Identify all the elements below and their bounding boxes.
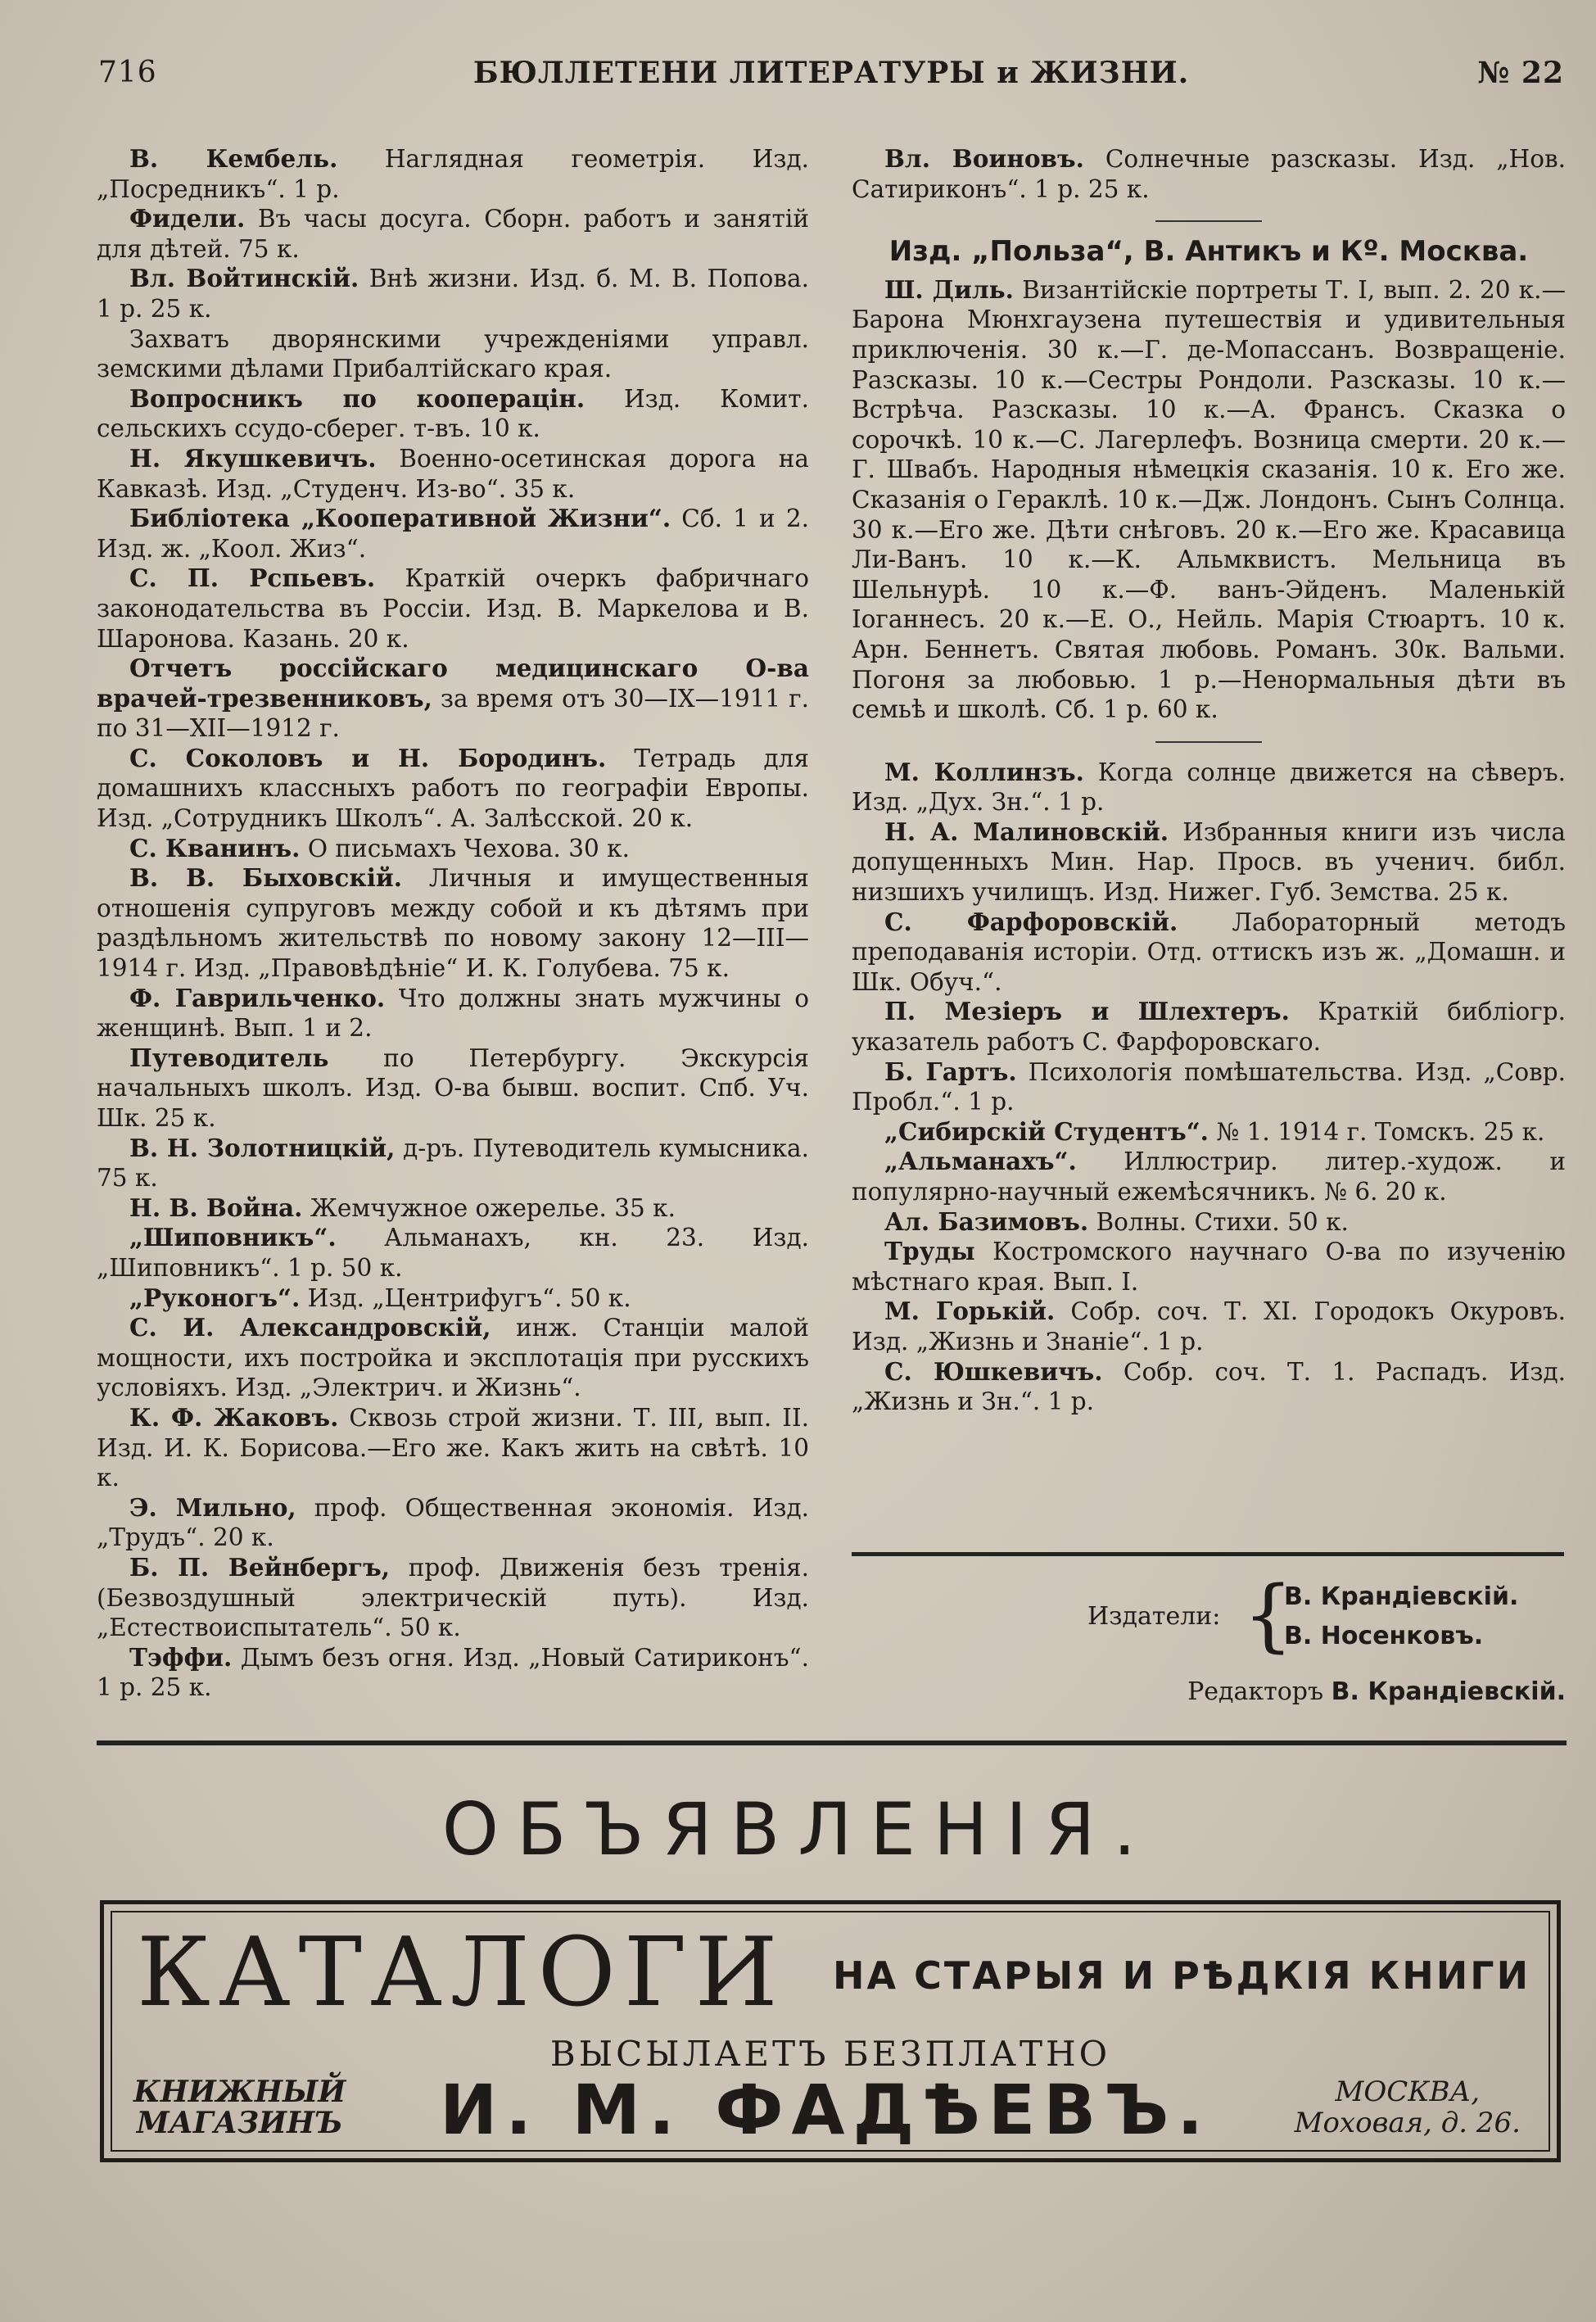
left-column	[97, 144, 809, 1703]
bibliography-entry	[852, 758, 1566, 817]
ads-title: ОБЪЯВЛЕНІЯ.	[441, 1787, 1155, 1872]
entry-text: за время отъ 30—IX—1911 г. по 31—XII—1912 г.	[97, 684, 809, 743]
bibliography-entry	[97, 1403, 809, 1493]
entry-author: Вл. Воиновъ.	[884, 144, 1084, 173]
entry-author: П. Мезіеръ и Шлехтеръ.	[884, 997, 1290, 1026]
bibliography-entry	[97, 504, 809, 564]
entry-text: Византійскіе портреты Т. I, вып. 2. 20 к.—Барона Мюнхгаузена путешествія и удивительныя приключенія. 30 к.—Г. де-Мопассанъ. Возвращеніе. Разсказы. 10 к.—Сестры Рондоли. Разсказы. 10 к.—Встрѣча. Разсказы. 10 к.—А. Франсъ. Сказка о сорочкѣ. 10 к.—С. Лагерлефъ. Возница смерти. 20 к.—Г. Швабъ. Народныя нѣмецкія сказанія. 10 к. Его же. Сказанія о Гераклѣ. 10 к.—Дж. Лондонъ. Сынъ Солнца. 30 к.—Его же. Дѣти снѣговъ. 20 к.—Его же. Красавица Ли-Ванъ. 10 к.—К. Альмквистъ. Мельница въ Шельнурѣ. 10 к.—Ф. ванъ-Эйденъ. Маленькій Іоганнесъ. 20 к.—Е. О., Нейль. Марія Стюартъ. 10 к. Арн. Беннетъ. Святая любовь. Романъ. 30к. Вальми. Погоня за любовью. 1 р.—Ненормальныя дѣти въ семьѣ и школѣ. Сб. 1 р. 60 к.	[852, 275, 1566, 724]
bibliography-entry	[852, 817, 1566, 908]
entry-text: О письмахъ Чехова. 30 к.	[307, 834, 630, 862]
entry-text: Волны. Стихи. 50 к.	[1096, 1207, 1349, 1236]
entry-text: Иллюстрир. литер.-худож. и популярно-научный ежемѣсячникъ. № 6. 20 к.	[852, 1147, 1566, 1206]
entry-author: Б. П. Вейнбергъ,	[129, 1552, 391, 1582]
entry-author: В. В. Быховскій.	[129, 863, 403, 893]
bibliography-entry	[97, 1193, 809, 1224]
entry-text: Изд. Комит. сельскихъ ссудо-сберег. т-въ. 10 к.	[97, 384, 809, 443]
entry-text: № 1. 1914 г. Томскъ. 25 к.	[1216, 1117, 1545, 1146]
ad-shop-label-line: МАГАЗИНЪ	[136, 2106, 343, 2140]
entry-text: Сб. 1 и 2. Изд. ж. „Коол. Жиз“.	[97, 505, 809, 563]
entry-text: Внѣ жизни. Изд. б. М. В. Попова. 1 р. 25 к.	[97, 265, 809, 323]
entry-author: С. Фарфоровскій.	[884, 907, 1178, 936]
bibliography-entry	[852, 1237, 1566, 1297]
bibliography-entry	[852, 275, 1566, 725]
entry-text: Когда солнце движется на сѣверъ. Изд. „Дух. Зн.“. 1 р.	[852, 758, 1566, 817]
bibliography-entry	[97, 564, 809, 654]
entry-author: Путеводитель	[129, 1043, 329, 1072]
publisher-name: В. Носенковъ.	[1284, 1622, 1484, 1650]
ad-shop-label	[133, 2076, 346, 2139]
entry-author: Н. Якушкевичъ.	[129, 443, 377, 473]
entry-author: „Альманахъ“.	[884, 1147, 1077, 1176]
bibliography-entry	[97, 863, 809, 983]
bibliography-entry	[852, 1117, 1566, 1147]
editors-block	[852, 1569, 1566, 1713]
bibliography-entry	[97, 1223, 809, 1283]
entry-text: Костромского научнаго О-ва по изученію мѣстнаго края. Вып. I.	[852, 1238, 1566, 1296]
entry-author: С. И. Александровскій,	[129, 1313, 491, 1342]
bibliography-entry	[97, 1283, 809, 1314]
bibliography-entry	[97, 204, 809, 264]
entry-author: В. Н. Золотницкій,	[129, 1133, 396, 1162]
bibliography-entry	[97, 1553, 809, 1643]
separator	[1155, 741, 1262, 743]
ad-shop-name: И. М. ФАДѢЕВЪ.	[440, 2070, 1212, 2150]
entry-text: Дымъ безъ огня. Изд. „Новый Сатириконъ“. 1 р. 25 к.	[97, 1643, 809, 1702]
entry-author: Отчетъ россійскаго медицинскаго О-ва врачей-трезвенниковъ,	[97, 654, 809, 713]
entry-text: Захватъ дворянскими учрежденіями управл. земскими дѣлами Прибалтійскаго края.	[97, 324, 809, 383]
bibliography-entry	[852, 1357, 1566, 1417]
bibliography-entry	[97, 144, 809, 204]
entry-text: д-ръ. Путеводитель кумысника. 75 к.	[97, 1134, 809, 1193]
issue-number: № 22	[1477, 56, 1564, 90]
entry-text: Психологія помѣшательства. Изд. „Совр. Пробл.“. 1 р.	[852, 1057, 1566, 1116]
entry-text: Собр. соч. Т. 1. Распадъ. Изд. „Жизнь и Зн.“. 1 р.	[852, 1357, 1566, 1416]
entry-author: В. Кембель.	[129, 144, 338, 173]
entry-author: М. Горькій.	[884, 1297, 1056, 1326]
entry-text: Альманахъ, кн. 23. Изд. „Шиповникъ“. 1 р. 50 к.	[97, 1224, 809, 1282]
bibliography-entry	[97, 444, 809, 504]
section-rule	[97, 1740, 1567, 1745]
entry-author: М. Коллинзъ.	[884, 757, 1084, 786]
bibliography-entry	[852, 1297, 1566, 1356]
bibliography-entry	[97, 744, 809, 834]
entry-text: Сквозь строй жизни. Т. III, вып. II. Изд. И. К. Борисова.—Его же. Какъ жить на свѣтѣ. 10 к.	[97, 1403, 809, 1492]
entry-author: Н. В. Война.	[129, 1193, 303, 1222]
ad-address	[1295, 2076, 1521, 2139]
editor-name: В. Крандіевскій.	[1331, 1677, 1566, 1706]
entry-text: проф. Движенія безъ тренія. (Безвоздушный электрическій путь). Изд. „Естествоиспытатель“. 50 к.	[97, 1553, 809, 1642]
right-column	[852, 144, 1566, 1417]
advertisement	[100, 1900, 1561, 2162]
bibliography-entry	[852, 997, 1566, 1057]
bibliography-entry	[97, 384, 809, 444]
bibliography-entry	[97, 654, 809, 744]
entry-author: С. П. Рспьевъ.	[129, 564, 376, 593]
entry-author: Тэффи.	[129, 1642, 233, 1672]
entry-text: инж. Станціи малой мощности, ихъ постройка и эксплотація при русскихъ условіяхъ. Изд. „Электрич. и Жизнь“.	[97, 1314, 809, 1402]
ad-city: МОСКВА,	[1335, 2075, 1481, 2108]
entry-text: Тетрадь для домашнихъ классныхъ работъ по географіи Европы. Изд. „Сотрудникъ Школъ“. А. Залѣсской. 20 к.	[97, 744, 809, 833]
entry-text: Избранныя книги изъ числа допущенныхъ Мин. Нар. Просв. въ ученич. библ. низшихъ училищъ. Изд. Нижег. Губ. Земства. 25 к.	[852, 817, 1566, 907]
entry-author: „Руконогъ“.	[129, 1283, 301, 1312]
publisher-heading: Изд. „Польза“, В. Антикъ и Кº. Москва.	[888, 235, 1529, 269]
entry-text: Военно-осетинская дорога на Кавказѣ. Изд. „Студенч. Из-во“. 35 к.	[97, 444, 809, 503]
page-header	[98, 56, 1564, 105]
ad-headline: КАТАЛОГИ	[137, 1917, 786, 2028]
bibliography-entry	[97, 984, 809, 1043]
bibliography-entry	[97, 1134, 809, 1193]
entry-author: Вл. Войтинскій.	[129, 264, 359, 293]
publishers-label: Издатели:	[1087, 1602, 1221, 1631]
bibliography-entry	[97, 1043, 809, 1134]
entry-text: Солнечные разсказы. Изд. „Нов. Сатириконъ“. 1 р. 25 к.	[852, 145, 1566, 203]
entry-author: Э. Мильно,	[129, 1492, 296, 1522]
entry-text: Что должны знать мужчины о женщинѣ. Вып. 1 и 2.	[97, 984, 809, 1043]
editor-label: Редакторъ	[1187, 1677, 1324, 1706]
brace-glyph: {	[1243, 1569, 1294, 1661]
bibliography-entry	[97, 324, 809, 384]
column-end-rule	[852, 1552, 1564, 1556]
entry-text: Наглядная геометрія. Изд. „Посредникъ“. 1 р.	[97, 145, 809, 203]
entry-text: Краткій библіогр. указатель работъ С. Фарфоровскаго.	[852, 998, 1566, 1057]
entry-author: С. Соколовъ и Н. Бородинъ.	[129, 743, 607, 772]
ad-subheadline: НА СТАРЫЯ И РѢДКІЯ КНИГИ	[833, 1953, 1531, 1998]
entry-text: Собр. соч. Т. XI. Городокъ Окуровъ. Изд. „Жизнь и Знаніе“. 1 р.	[852, 1297, 1566, 1356]
entry-text: Жемчужное ожерелье. 35 к.	[310, 1193, 676, 1222]
entry-author: С. Юшкевичъ.	[884, 1356, 1103, 1386]
editor-line	[1187, 1677, 1566, 1706]
entry-author: Ал. Базимовъ.	[884, 1206, 1089, 1236]
bibliography-entry	[852, 144, 1566, 204]
entry-author: Ш. Диль.	[884, 274, 1014, 304]
ad-shop-label-line: КНИЖНЫЙ	[133, 2075, 346, 2109]
entry-author: Фидели.	[129, 204, 246, 233]
entry-text: Лабораторный методъ преподаванія исторіи. Отд. оттискъ изъ ж. „Домашн. и Шк. Обуч.“.	[852, 908, 1566, 996]
bibliography-entry	[852, 1147, 1566, 1206]
entry-author: Н. А. Малиновскій.	[884, 817, 1169, 846]
bibliography-entry	[852, 1207, 1566, 1238]
entry-author: Б. Гартъ.	[884, 1057, 1017, 1086]
entry-text: Личныя и имущественныя отношенія супруговъ между собой и къ дѣтямъ при раздѣльномъ жительствѣ по новому закону 12—III—1914 г. Изд. „Правовѣдѣніе“ И. К. Голубева. 75 к.	[97, 864, 809, 983]
bibliography-entry	[852, 1057, 1566, 1117]
bibliography-entry	[97, 1313, 809, 1403]
separator	[1155, 220, 1262, 222]
ad-street: Моховая, д. 26.	[1294, 2107, 1521, 2139]
journal-title: БЮЛЛЕТЕНИ ЛИТЕРАТУРЫ и ЖИЗНИ.	[472, 56, 1190, 90]
ad-free-shipping: ВЫСЫЛАЕТЪ БЕЗПЛАТНО	[549, 2034, 1111, 2074]
entry-text: проф. Общественная экономія. Изд. „Трудъ“. 20 к.	[97, 1493, 809, 1552]
bibliography-entry	[97, 834, 809, 864]
bibliography-entry	[97, 264, 809, 324]
entry-author: Вопросникъ по кооперацін.	[129, 383, 586, 413]
entry-author: „Шиповникъ“.	[129, 1223, 337, 1252]
entry-author: К. Ф. Жаковъ.	[129, 1402, 339, 1432]
entry-author: С. Кванинъ.	[129, 833, 301, 862]
entry-author: „Сибирскій Студентъ“.	[884, 1116, 1209, 1146]
entry-text: по Петербургу. Экскурсія начальныхъ школъ. Изд. О-ва бывш. воспит. Спб. Уч. Шк. 25 к.	[97, 1043, 809, 1132]
bibliography-entry	[852, 908, 1566, 998]
bibliography-entry	[97, 1643, 809, 1703]
entry-text: Въ часы досуга. Сборн. работъ и занятій для дѣтей. 75 к.	[97, 205, 809, 263]
entry-text: Изд. „Центрифугъ“. 50 к.	[307, 1283, 631, 1312]
publisher-name: В. Крандіевскій.	[1284, 1582, 1519, 1611]
bibliography-entry	[97, 1493, 809, 1553]
entry-author: Библіотека „Кооперативной Жизни“.	[129, 504, 671, 533]
entry-author: Ф. Гаврильченко.	[129, 983, 386, 1012]
entry-text: Краткій очеркъ фабричнаго законодательства въ Россіи. Изд. В. Маркелова и В. Шаронова. Казань. 20 к.	[97, 564, 809, 653]
page-number: 716	[98, 56, 157, 89]
entry-author: Труды	[884, 1237, 975, 1266]
